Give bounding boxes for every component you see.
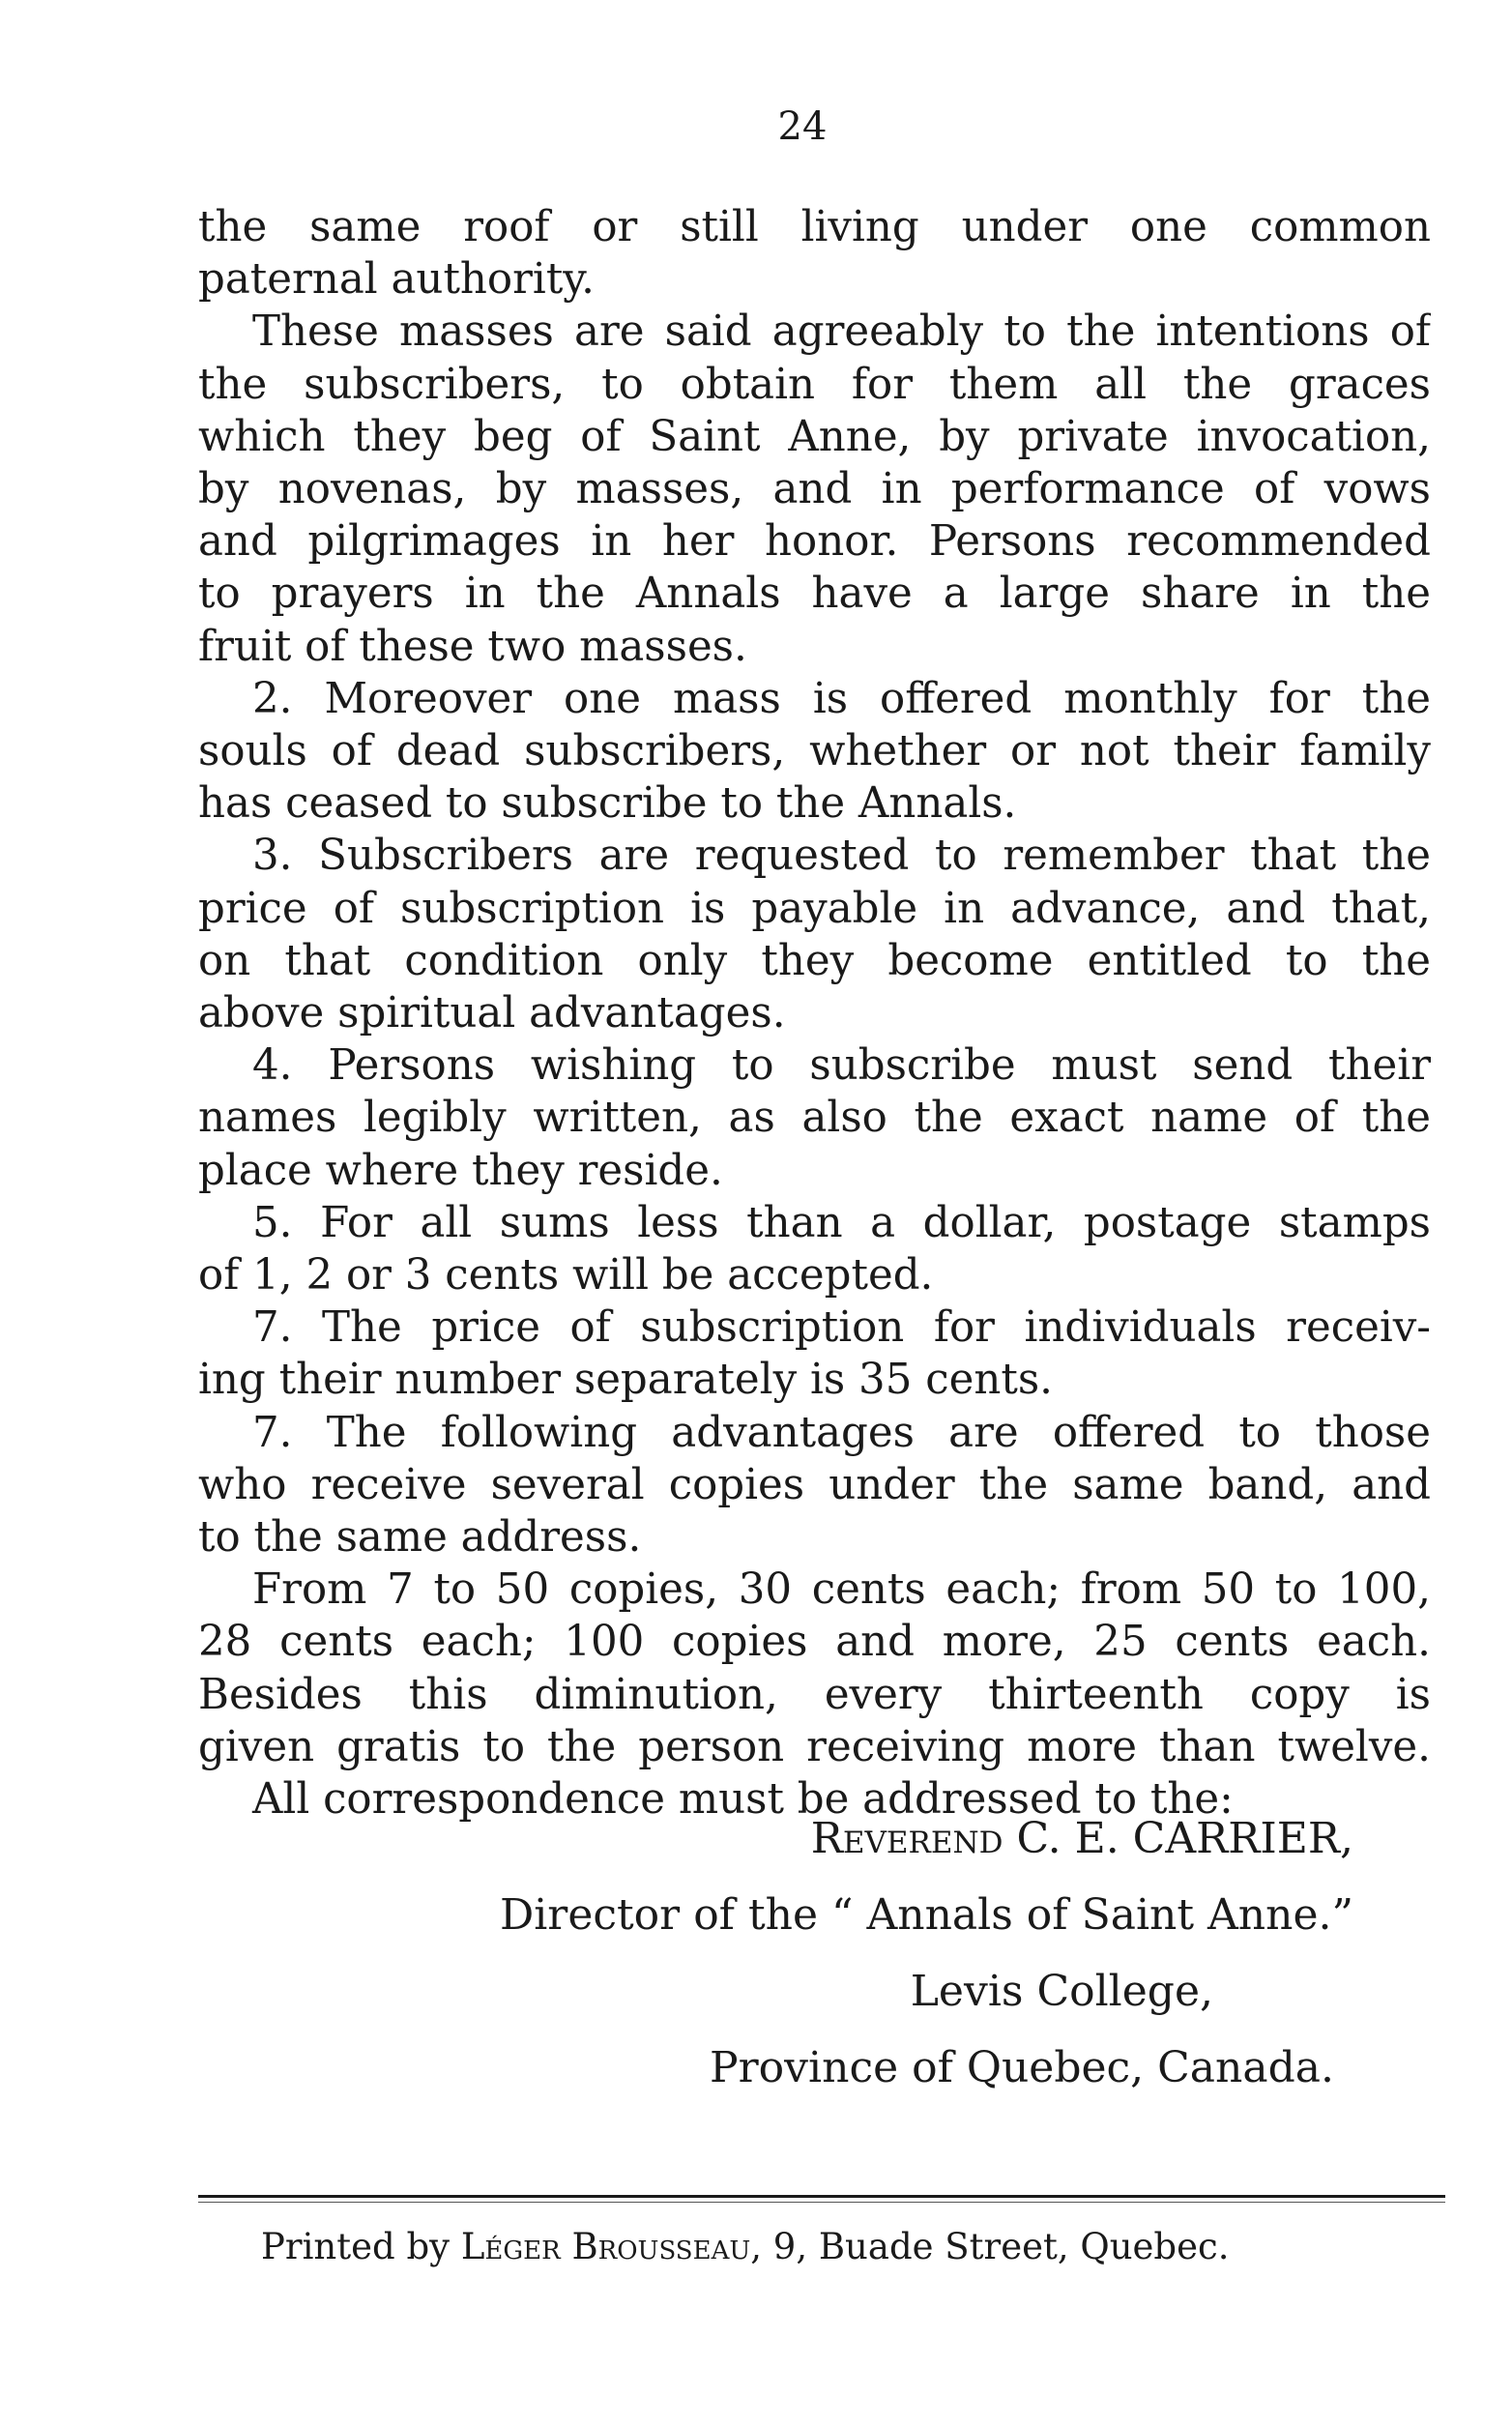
text-line: place where they reside.: [198, 1146, 723, 1195]
text-line: which they beg of Saint Anne, by private invocation,: [198, 412, 1431, 461]
text-line: 28 cents each; 100 copies and more, 25 cents each.: [198, 1618, 1431, 1667]
text-line: by novenas, by masses, and in performance of vows: [198, 465, 1431, 514]
text-line: ing their number separately is 35 cents.: [198, 1356, 1053, 1405]
text-line: 3. Subscribers are requested to remember that the: [252, 832, 1431, 881]
text-line: to prayers in the Annals have a large share in the: [198, 570, 1431, 619]
text-line: 5. For all sums less than a dollar, postage stamps: [252, 1198, 1431, 1247]
printer-credit: [261, 2226, 1421, 2267]
text-line: and pilgrimages in her honor. Persons recommended: [198, 517, 1431, 567]
printer-address: , 9, Buade Street, Quebec.: [750, 2226, 1230, 2267]
footer-rule: [198, 2195, 1445, 2198]
text-line: price of subscription is payable in advance, and that,: [198, 884, 1431, 933]
text-line: From 7 to 50 copies, 30 cents each; from 50 to 100,: [252, 1565, 1431, 1615]
address-block: [0, 1800, 1353, 2106]
footer-rule-thin: [198, 2202, 1445, 2203]
text-line: 2. Moreover one mass is offered monthly for the: [252, 674, 1431, 723]
address-line-province: Province of Quebec, Canada.: [710, 2043, 1334, 2092]
text-line: above spiritual advantages.: [198, 989, 786, 1038]
text-line: of 1, 2 or 3 cents will be accepted.: [198, 1251, 934, 1301]
text-line: has ceased to subscribe to the Annals.: [198, 779, 1017, 829]
text-line: who receive several copies under the same band, and: [198, 1460, 1431, 1509]
text-line: given gratis to the person receiving more than twelve.: [198, 1722, 1431, 1771]
address-title: Reverend: [810, 1814, 1003, 1863]
address-line-college: Levis College,: [910, 1967, 1213, 2016]
text-line: All correspondence must be addressed to the:: [252, 1775, 1234, 1825]
text-line: on that condition only they become entitled to the: [198, 936, 1431, 985]
address-name: C. E. CARRIER,: [1016, 1814, 1353, 1863]
printer-name: Léger Brousseau: [460, 2226, 751, 2267]
text-line: the subscribers, to obtain for them all the graces: [198, 360, 1431, 409]
text-line: names legibly written, as also the exact name of the: [198, 1094, 1431, 1143]
text-line: 7. The following advantages are offered to those: [252, 1408, 1431, 1457]
page-number: 24: [777, 104, 828, 149]
text-line: paternal authority.: [198, 255, 595, 305]
text-line: Besides this diminution, every thirteenth copy is: [198, 1670, 1431, 1719]
text-line: the same roof or still living under one common: [198, 203, 1431, 251]
text-line: fruit of these two masses.: [198, 622, 747, 671]
text-line: souls of dead subscribers, whether or not their family: [198, 727, 1431, 776]
text-line: 4. Persons wishing to subscribe must send their: [252, 1041, 1431, 1091]
address-line-director: Director of the “ Annals of Saint Anne.”: [499, 1890, 1353, 1940]
text-line: to the same address.: [198, 1513, 642, 1563]
printer-prefix: Printed by: [261, 2226, 451, 2267]
text-line: 7. The price of subscription for individuals receiv-: [252, 1303, 1431, 1353]
text-line: These masses are said agreeably to the intentions of: [252, 307, 1431, 357]
body-text: [198, 201, 1431, 1826]
address-line-name: [0, 1800, 1353, 1877]
